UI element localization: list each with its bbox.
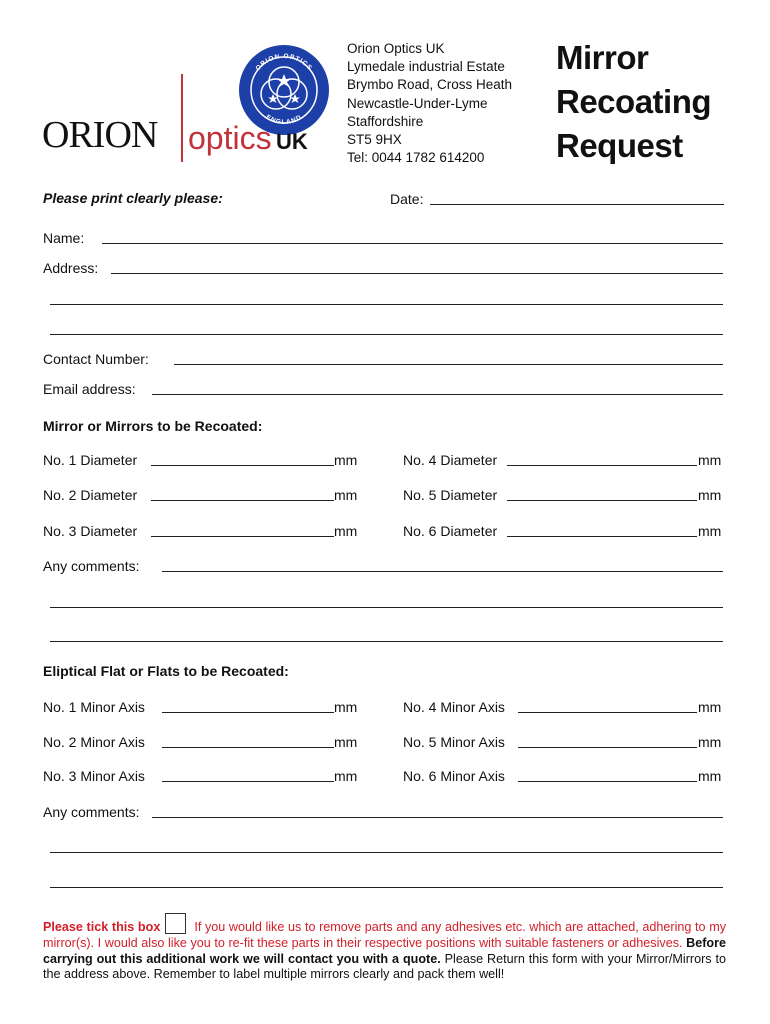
flat-1-minor-axis-label: No. 1 Minor Axis bbox=[43, 699, 145, 715]
wordmark-divider bbox=[181, 74, 183, 162]
address-phone: Tel: 0044 1782 614200 bbox=[347, 150, 485, 166]
return-instructions: Please Return this form with your Mirror/Mirrors to the address above. Remember to label multiple mirrors clearly and pack them well! bbox=[43, 951, 726, 982]
name-label: Name: bbox=[43, 230, 85, 246]
flat-2-minor-axis-field[interactable] bbox=[162, 747, 334, 748]
flat-6-minor-axis-field[interactable] bbox=[518, 781, 697, 782]
wordmark-uk: UK bbox=[276, 129, 308, 154]
footer-instructions bbox=[43, 913, 726, 983]
unit-mm: mm bbox=[698, 734, 722, 750]
flat-5-minor-axis-label: No. 5 Minor Axis bbox=[403, 734, 505, 750]
mirrors-heading: Mirror or Mirrors to be Recoated: bbox=[43, 418, 263, 434]
contact-number-label: Contact Number: bbox=[43, 351, 149, 367]
unit-mm: mm bbox=[698, 487, 722, 503]
address-field-line-1[interactable] bbox=[111, 273, 723, 274]
seal-text-bottom: ENGLAND bbox=[264, 113, 304, 127]
unit-mm: mm bbox=[334, 487, 358, 503]
unit-mm: mm bbox=[698, 452, 722, 468]
quote-notice: Before carrying out this additional work we will contact you with a quote. bbox=[43, 935, 726, 966]
mirror-6-diameter-field[interactable] bbox=[507, 536, 697, 537]
flats-heading: Eliptical Flat or Flats to be Recoated: bbox=[43, 663, 289, 679]
mirror-2-diameter-label: No. 2 Diameter bbox=[43, 487, 138, 503]
page-title bbox=[556, 36, 711, 168]
wordmark-optics: optics bbox=[188, 120, 272, 156]
flat-6-minor-axis-label: No. 6 Minor Axis bbox=[403, 768, 505, 784]
unit-mm: mm bbox=[334, 734, 358, 750]
company-address bbox=[347, 40, 512, 167]
flat-4-minor-axis-label: No. 4 Minor Axis bbox=[403, 699, 505, 715]
title-line-2: Recoating bbox=[556, 83, 712, 120]
flat-5-minor-axis-field[interactable] bbox=[518, 747, 697, 748]
flat-comments-field-line-2[interactable] bbox=[50, 852, 723, 853]
flat-4-minor-axis-field[interactable] bbox=[518, 712, 697, 713]
mirror-3-diameter-field[interactable] bbox=[151, 536, 334, 537]
address-line: Staffordshire bbox=[347, 113, 424, 129]
title-line-1: Mirror bbox=[556, 39, 649, 76]
unit-mm: mm bbox=[698, 768, 722, 784]
mirror-1-diameter-field[interactable] bbox=[151, 465, 334, 466]
unit-mm: mm bbox=[334, 699, 358, 715]
address-line: Lymedale industrial Estate bbox=[347, 59, 505, 75]
address-line: Brymbo Road, Cross Heath bbox=[347, 77, 513, 93]
mirror-3-diameter-label: No. 3 Diameter bbox=[43, 523, 138, 539]
name-field[interactable] bbox=[102, 243, 723, 244]
company-wordmark bbox=[42, 115, 157, 155]
flat-3-minor-axis-label: No. 3 Minor Axis bbox=[43, 768, 145, 784]
wordmark-orion: ORION bbox=[42, 114, 158, 156]
email-field[interactable] bbox=[152, 394, 723, 395]
mirror-comments-field-line-1[interactable] bbox=[162, 571, 723, 572]
date-field[interactable] bbox=[430, 204, 724, 205]
address-line: Orion Optics UK bbox=[347, 41, 445, 56]
flat-3-minor-axis-field[interactable] bbox=[162, 781, 334, 782]
email-label: Email address: bbox=[43, 381, 136, 397]
flat-comments-label: Any comments: bbox=[43, 804, 140, 820]
wordmark-optics-uk bbox=[188, 120, 308, 163]
mirror-4-diameter-field[interactable] bbox=[507, 465, 697, 466]
address-field-line-2[interactable] bbox=[50, 304, 723, 305]
unit-mm: mm bbox=[698, 699, 722, 715]
flat-2-minor-axis-label: No. 2 Minor Axis bbox=[43, 734, 145, 750]
tick-box-description: If you would like us to remove parts and any adhesives etc. which are attached, adhering to my mirror(s). I would also like you to re-fit these parts in their respective positions with suitable fasteners or adhesives. bbox=[43, 920, 726, 950]
date-label: Date: bbox=[390, 191, 424, 207]
title-line-3: Request bbox=[556, 127, 683, 164]
mirror-comments-field-line-2[interactable] bbox=[50, 607, 723, 608]
flat-comments-field-line-3[interactable] bbox=[50, 887, 723, 888]
address-field-line-3[interactable] bbox=[50, 334, 723, 335]
flat-comments-field-line-1[interactable] bbox=[152, 817, 723, 818]
contact-number-field[interactable] bbox=[174, 364, 723, 365]
print-clearly-note: Please print clearly please: bbox=[43, 190, 223, 206]
mirror-6-diameter-label: No. 6 Diameter bbox=[403, 523, 498, 539]
seal-text-top: ORION OPTICS bbox=[254, 52, 314, 73]
flat-1-minor-axis-field[interactable] bbox=[162, 712, 334, 713]
address-label: Address: bbox=[43, 260, 99, 276]
mirror-2-diameter-field[interactable] bbox=[151, 500, 334, 501]
unit-mm: mm bbox=[334, 523, 358, 539]
mirror-1-diameter-label: No. 1 Diameter bbox=[43, 452, 138, 468]
mirror-comments-label: Any comments: bbox=[43, 558, 140, 574]
unit-mm: mm bbox=[334, 452, 358, 468]
mirror-5-diameter-field[interactable] bbox=[507, 500, 697, 501]
address-line: ST5 9HX bbox=[347, 132, 402, 148]
tick-box-label: Please tick this box bbox=[43, 920, 161, 934]
remove-parts-checkbox[interactable] bbox=[165, 913, 186, 934]
unit-mm: mm bbox=[334, 768, 358, 784]
address-line: Newcastle-Under-Lyme bbox=[347, 95, 488, 111]
mirror-comments-field-line-3[interactable] bbox=[50, 641, 723, 642]
mirror-5-diameter-label: No. 5 Diameter bbox=[403, 487, 498, 503]
mirror-4-diameter-label: No. 4 Diameter bbox=[403, 452, 498, 468]
unit-mm: mm bbox=[698, 523, 722, 539]
